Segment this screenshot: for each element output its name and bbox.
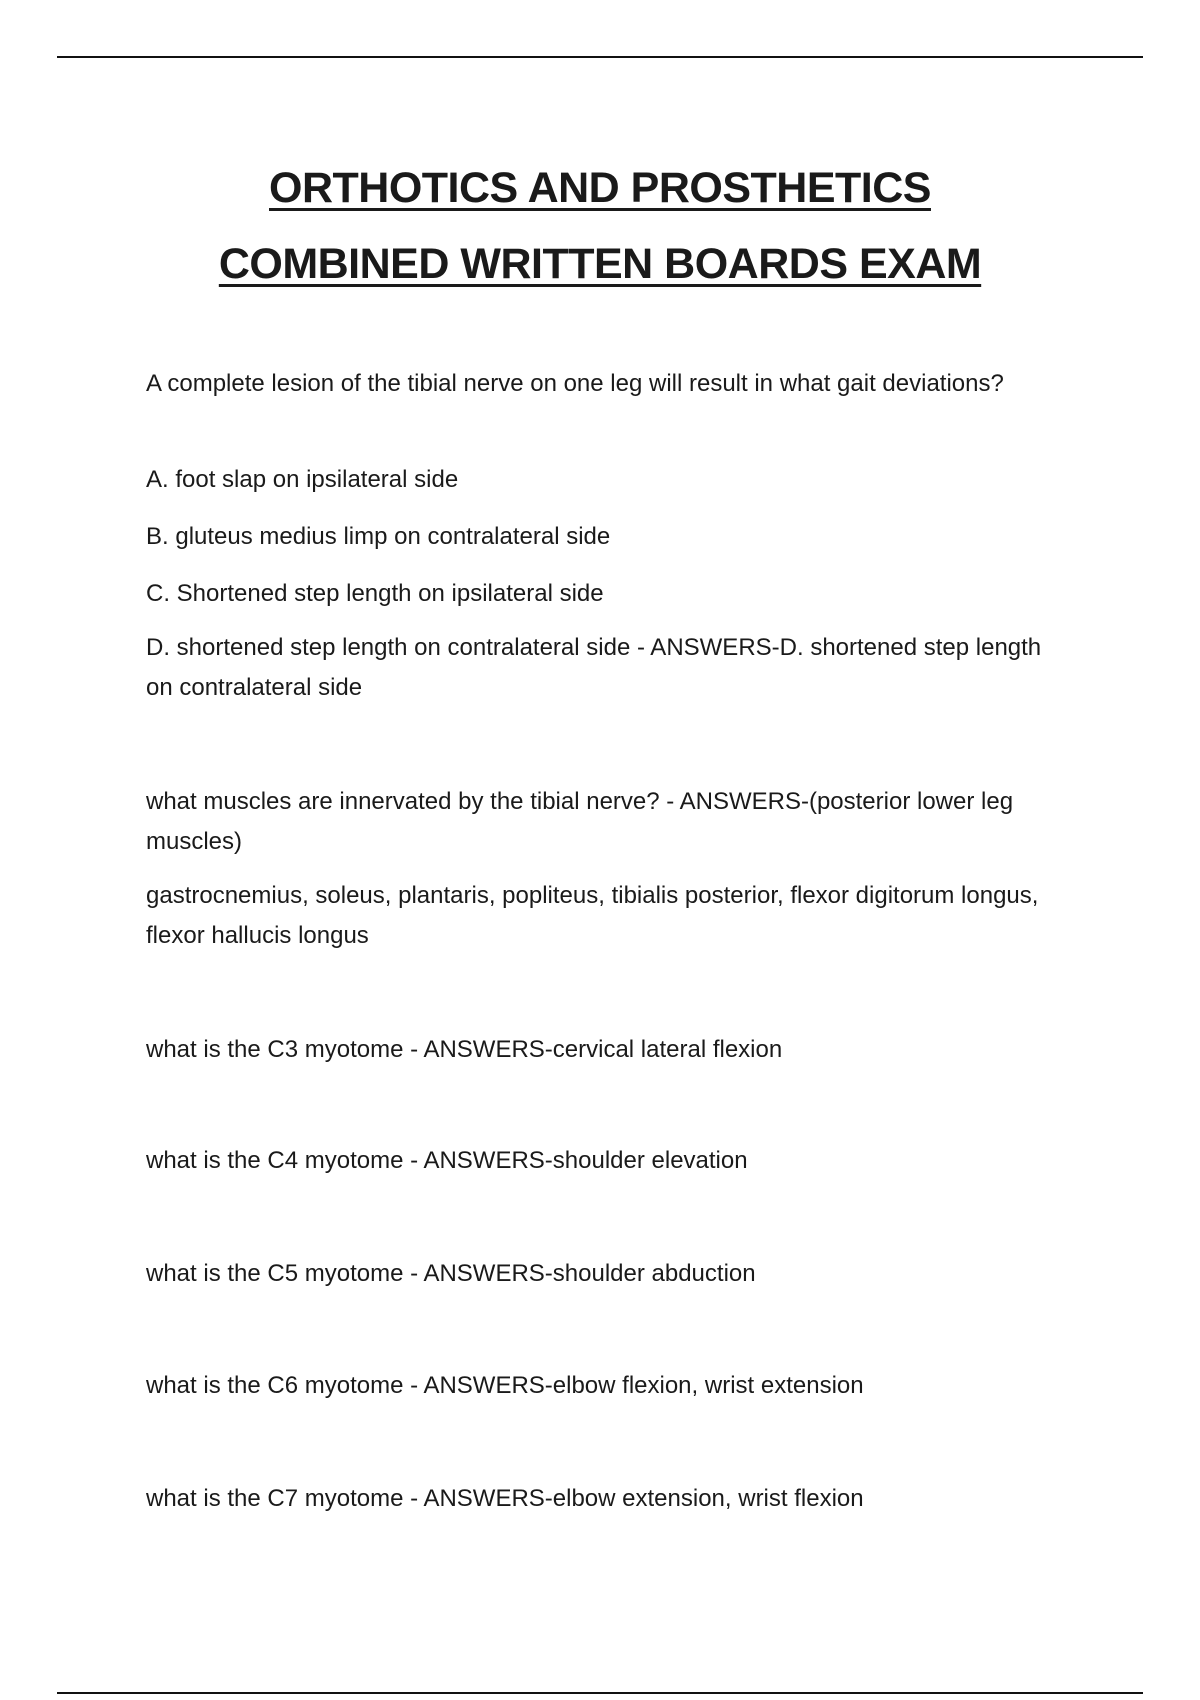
title-line-2: COMBINED WRITTEN BOARDS EXAM — [218, 240, 982, 288]
question-1-option-d: D. shortened step length on contralateral side - ANSWERS-D. shortened step length on contralateral side — [146, 634, 1042, 701]
question-1-option-b: B. gluteus medius limp on contralateral side — [146, 523, 611, 550]
question-5-text: what is the C5 myotome - ANSWERS-shoulder abduction — [146, 1260, 756, 1287]
question-1-option-a: A. foot slap on ipsilateral side — [146, 466, 459, 493]
question-2-text: what muscles are innervated by the tibial nerve? - ANSWERS-(posterior lower leg muscles) — [146, 788, 1014, 855]
title-line-1: ORTHOTICS AND PROSTHETICS — [269, 164, 931, 212]
bottom-rule — [57, 1692, 1143, 1694]
page-title — [0, 150, 1200, 302]
question-7-text: what is the C7 myotome - ANSWERS-elbow extension, wrist flexion — [146, 1485, 864, 1512]
question-4-text: what is the C4 myotome - ANSWERS-shoulder elevation — [146, 1147, 748, 1174]
question-1-option-c: C. Shortened step length on ipsilateral side — [146, 580, 604, 607]
question-1-text: A complete lesion of the tibial nerve on one leg will result in what gait deviations? — [146, 370, 1004, 397]
top-rule — [57, 56, 1143, 58]
question-6-text: what is the C6 myotome - ANSWERS-elbow flexion, wrist extension — [146, 1372, 864, 1399]
question-3-text: what is the C3 myotome - ANSWERS-cervical lateral flexion — [146, 1036, 783, 1063]
question-2-detail: gastrocnemius, soleus, plantaris, popliteus, tibialis posterior, flexor digitorum longus, flexor hallucis longus — [146, 882, 1039, 949]
